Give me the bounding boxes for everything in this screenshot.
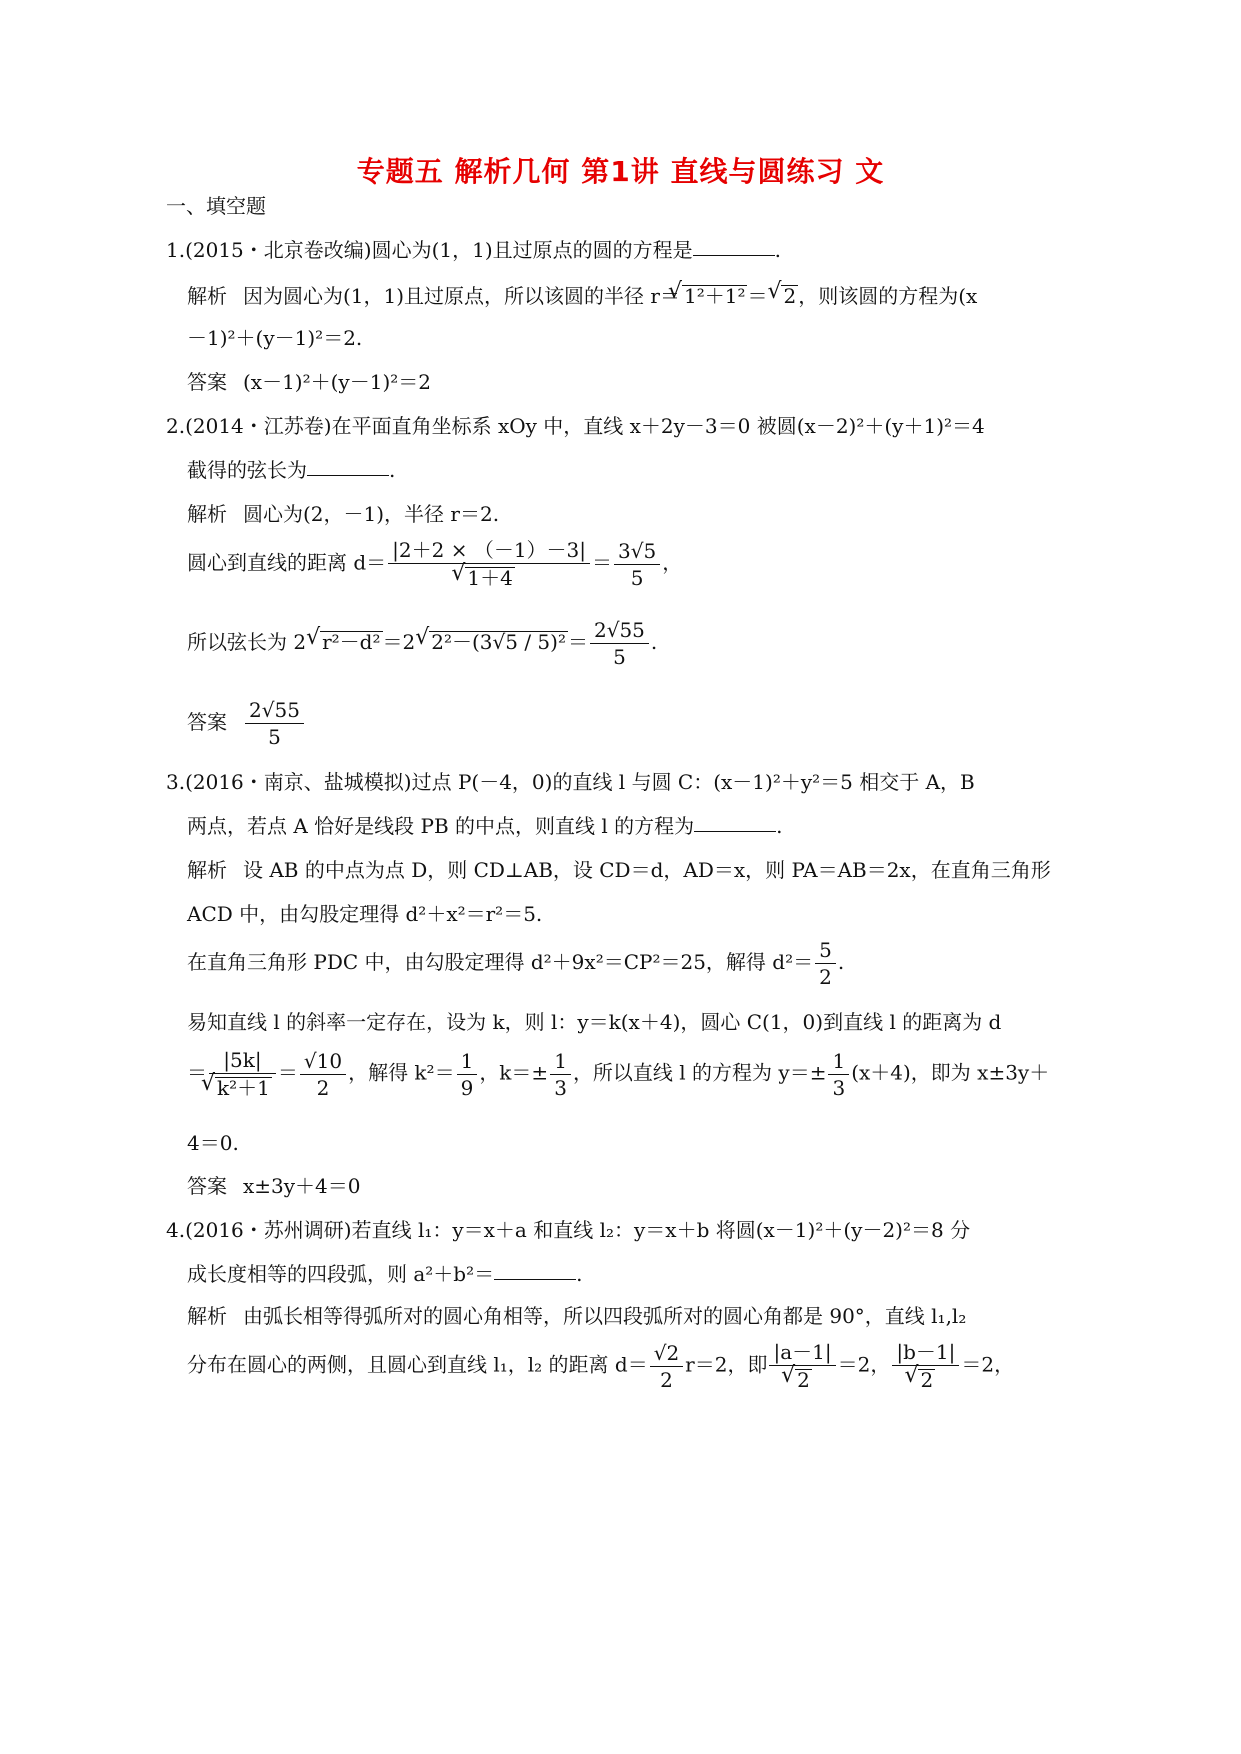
question-1-analysis: 解析 因为圆心为(1，1)且过原点，所以该圆的半径 r＝√ 1²＋1² ＝√ 2 ，则该圆的方程为(x <box>187 285 977 306</box>
question-3-analysis-f: 4＝0. <box>187 1131 239 1155</box>
question-3-analysis-e: ＝ |5k| √ k²＋1 ＝ $\frac{√10}{2}$ ，解得 k²＝ $\frac{1}{9}$ ，k＝± $\frac{1}{3}$ ，所以直线 l 的方程为 y＝± $\frac{1}{3}$ (x＋4)，即为 x±3y＋ <box>187 1050 1049 1098</box>
question-2-answer: 答案 $\frac{2√55}{5}$ <box>187 700 306 747</box>
question-4-analysis-b: 分布在圆心的两侧，且圆心到直线 l₁，l₂ 的距离 d＝ $\frac{√2}{2}$ r＝2，即 |a－1| √ 2 ＝2， |b－1| √ 2 ＝2， <box>187 1342 1014 1390</box>
question-3-analysis: 解析 设 AB 的中点为点 D，则 CD⊥AB，设 CD＝d，AD＝x，则 PA＝AB＝2x，在直角三角形 <box>187 858 1051 882</box>
question-2-stem: 2.(2014・江苏卷)在平面直角坐标系 xOy 中，直线 x＋2y－3＝0 被圆(x－2)²＋(y＋1)²＝4 <box>166 414 985 438</box>
question-3-stem: 3.(2016・南京、盐城模拟)过点 P(－4，0)的直线 l 与圆 C：(x－1)²＋y²＝5 相交于 A，B <box>166 770 975 794</box>
question-1-answer: 答案 (x－1)²＋(y－1)²＝2 <box>187 370 431 394</box>
page-title: 专题五 解析几何 第1讲 直线与圆练习 文 <box>356 155 885 188</box>
question-3-stem-cont: 两点，若点 A 恰好是线段 PB 的中点，则直线 l 的方程为 . <box>187 814 783 838</box>
question-1-stem: 1.(2015・北京卷改编)圆心为(1，1)且过原点的圆的方程是 . <box>166 238 781 262</box>
question-4-stem: 4.(2016・苏州调研)若直线 l₁：y＝x＋a 和直线 l₂：y＝x＋b 将圆(x－1)²＋(y－2)²＝8 分 <box>166 1218 971 1242</box>
answer-blank <box>307 474 389 476</box>
question-3-analysis-d: 易知直线 l 的斜率一定存在，设为 k，则 l：y＝k(x＋4)，圆心 C(1，0)到直线 l 的距离为 d <box>187 1010 1002 1034</box>
question-2-stem-cont: 截得的弦长为 . <box>187 458 396 482</box>
question-3-answer: 答案 x±3y＋4＝0 <box>187 1174 361 1198</box>
question-2-distance: 圆心到直线的距离 d＝ |2＋2 × （－1）－3| √ 1＋4 ＝ $\frac{3√5}{5}$ ， <box>187 540 682 588</box>
section-heading: 一、填空题 <box>166 194 266 218</box>
answer-blank <box>694 830 776 832</box>
answer-blank <box>693 254 775 256</box>
question-4-analysis: 解析 由弧长相等得弧所对的圆心角相等，所以四段弧所对的圆心角都是 90°，直线 l₁,l₂ <box>187 1304 967 1328</box>
question-1-analysis-cont: －1)²＋(y－1)²＝2. <box>187 326 363 350</box>
question-2-chord: 所以弦长为 2√ r²－d² ＝2√ 2²－(3√5 / 5)² ＝ $\frac{2√55}{5}$ . <box>187 620 657 667</box>
question-4-stem-cont: 成长度相等的四段弧，则 a²＋b²＝ . <box>187 1262 583 1286</box>
question-2-analysis: 解析 圆心为(2，－1)，半径 r＝2. <box>187 502 500 526</box>
question-3-analysis-c: 在直角三角形 PDC 中，由勾股定理得 d²＋9x²＝CP²＝25，解得 d²＝ $\frac{5}{2}$ . <box>187 938 845 989</box>
answer-blank <box>494 1278 576 1280</box>
question-3-analysis-b: ACD 中，由勾股定理得 d²＋x²＝r²＝5. <box>187 902 543 926</box>
